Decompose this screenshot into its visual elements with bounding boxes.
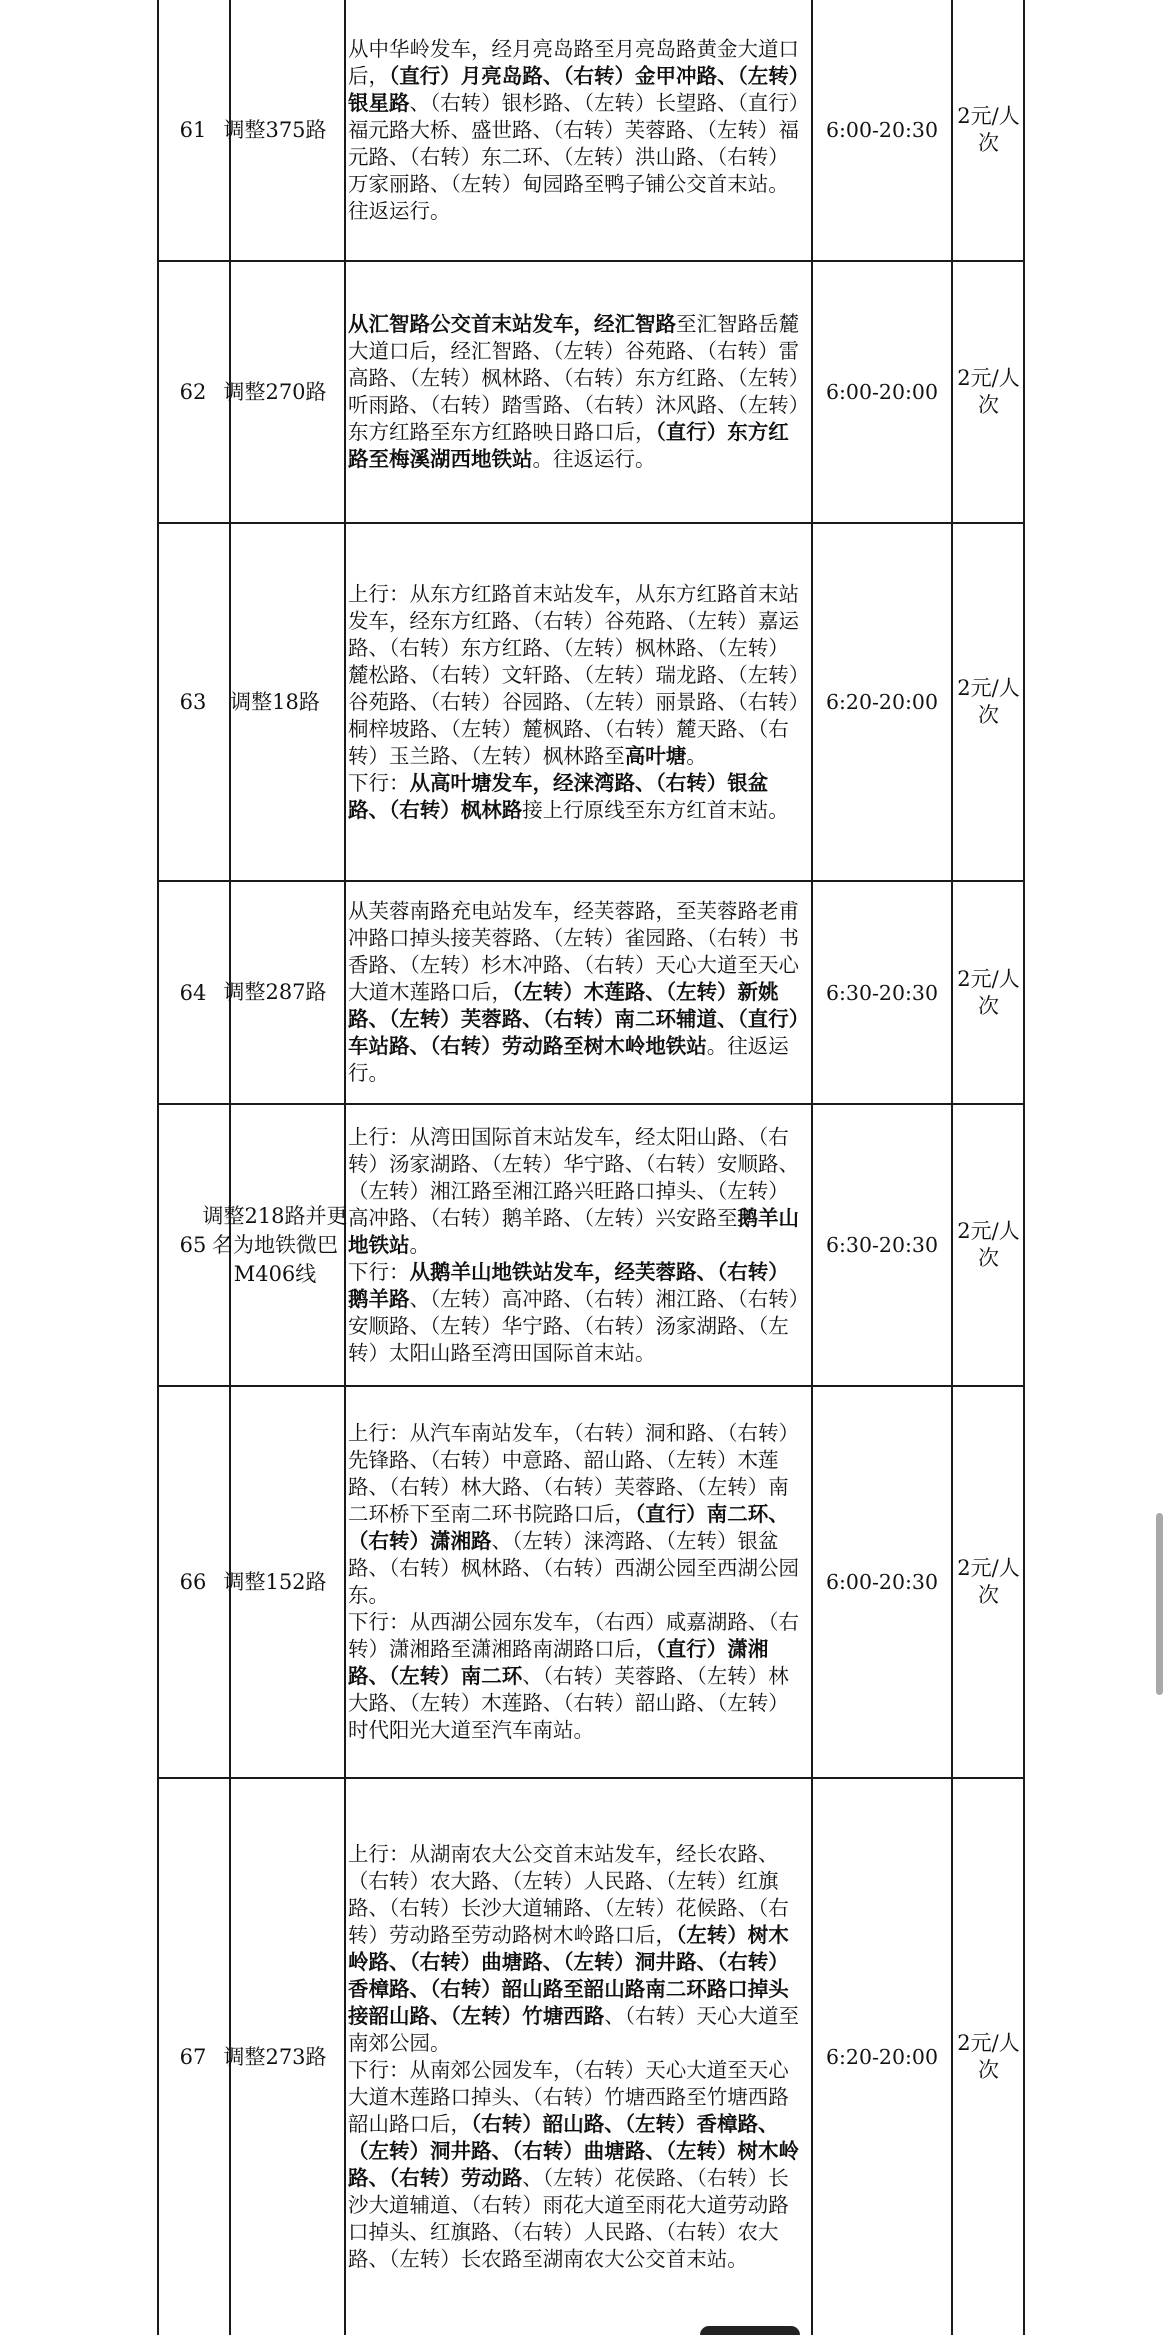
route-description — [346, 1387, 809, 1777]
table-row — [0, 524, 1170, 880]
adjustment-title: 调整287路 — [223, 980, 327, 1004]
fare: 2元/人次 — [957, 676, 1020, 727]
table-row — [0, 1105, 1170, 1385]
row-number: 67 — [179, 2045, 207, 2069]
route-text — [348, 581, 807, 824]
route-text — [348, 36, 807, 225]
route-segment: 下行： — [348, 1259, 410, 1284]
table-row — [0, 882, 1170, 1103]
row-number: 63 — [179, 690, 207, 714]
table-row — [0, 262, 1170, 522]
route-segment: 上行：从湖南农大公交首末站发车，经长农路、（右转）农大路、（左转）人民路、（左转）红旗路、（右转）长沙大道辅路、（左转）花候路、（右转）劳动路至劳动路树木岭路口后， — [348, 1842, 789, 1947]
route-bold-segment: 从鹅羊山地铁站发车，经芙蓉路、（右转）鹅羊路 — [348, 1259, 789, 1311]
home-indicator — [700, 2326, 800, 2335]
route-segment: 。往返运行。 — [532, 447, 656, 471]
route-bold-segment: （直行）月亮岛路、（右转）金甲冲路、（左转）银星路 — [348, 63, 799, 115]
adjustment-title: 调整270路 — [223, 379, 327, 404]
route-segment: 至汇智路岳麓大道口后，经汇智路、（左转）谷苑路、（右转）雷高路、（左转）枫林路、（右转）东方红路、（左转）听雨路、（右转）踏雪路、（右转）沐风路、（左转）东方红路至东方红路映日路口后， — [348, 312, 799, 444]
table-row — [0, 1779, 1170, 2335]
route-segment: 从芙蓉南路充电站发车，经芙蓉路，至芙蓉路老甫冲路口掉头接芙蓉路、（左转）雀园路、（右转）书香路、（左转）杉木冲路、（右转）天心大道至天心大道木莲路口后， — [348, 899, 799, 1004]
route-description — [346, 882, 809, 1103]
row-number: 64 — [179, 980, 207, 1005]
row-number: 65 — [179, 1233, 207, 1257]
fare: 2元/人次 — [957, 2031, 1020, 2082]
route-bold-segment: （右转）韶山路、（左转）香樟路、（左转）洞井路、（右转）曲塘路、（左转）树木岭路、（右转）劳动路 — [348, 2112, 799, 2190]
service-hours: 6:20-20:00 — [825, 2045, 939, 2069]
service-hours: 6:30-20:30 — [825, 980, 939, 1005]
service-hours: 6:00-20:30 — [825, 118, 939, 142]
route-description — [346, 1105, 809, 1385]
adjustment-title: 调整375路 — [223, 117, 327, 142]
fare: 2元/人次 — [957, 1556, 1020, 1607]
route-segment: 。 — [686, 743, 707, 768]
route-bold-segment: （左转）树木岭路、（右转）曲塘路、（左转）洞井路、（右转）香樟路、（右转）韶山路至韶山路南二环路口掉头接韶山路、（左转）竹塘西路 — [348, 1923, 789, 2028]
route-bold-segment: 高叶塘 — [624, 743, 687, 768]
route-segment: 接上行原线至东方红首末站。 — [522, 797, 789, 822]
route-segment: 。往返运行。 — [348, 1034, 789, 1085]
route-segment: 上行：从汽车南站发车，（右转）洞和路、（右转）先锋路、（右转）中意路、韶山路、（左转）木莲路、（右转）林大路、（右转）芙蓉路、（左转）南二环桥下至南二环书院路口后， — [348, 1421, 799, 1526]
adjustment-title: 调整18路 — [230, 689, 320, 714]
fare: 2元/人次 — [957, 366, 1020, 417]
adjustment-title: 调整218路并更名为地铁微巴M406线 — [202, 1203, 348, 1286]
route-segment: 上行：从湾田国际首末站发车，经太阳山路、（右转）汤家湖路、（左转）华宁路、（右转）安顺路、（左转）湘江路至湘江路兴旺路口掉头、（左转）高冲路、（右转）鹅羊路、（左转）兴安路至 — [348, 1124, 799, 1230]
route-segment: 从中华岭发车，经月亮岛路至月亮岛路黄金大道口后， — [348, 36, 799, 88]
route-segment: 上行：从东方红路首末站发车，从东方红路首末站发车，经东方红路、（右转）谷苑路、（左转）嘉运路、（右转）东方红路、（左转）枫林路、（左转）麓松路、（右转）文轩路、（左转）瑞龙路、（左转）谷苑路、（右转）谷园路、（左转）丽景路、（右转）桐梓坡路、（左转）麓枫路、（右转）麓天路、（右转）玉兰路、（左转）枫林路至 — [348, 581, 799, 768]
route-text — [348, 311, 807, 473]
route-segment: 、（右转）银杉路、（左转）长望路、（直行）福元路大桥、盛世路、（右转）芙蓉路、（左转）福元路、（右转）东二环、（左转）洪山路、（右转）万家丽路、（左转）甸园路至鸭子铺公交首末站。往返运行。 — [348, 90, 799, 223]
route-bold-segment: （直行）东方红路至梅溪湖西地铁站 — [348, 420, 789, 471]
route-text — [348, 1124, 807, 1367]
route-segment: 、（左转）高冲路、（右转）湘江路、（右转）安顺路、（左转）华宁路、（右转）汤家湖路、（左转）太阳山路至湾田国际首末站。 — [348, 1286, 799, 1365]
table-row — [0, 1387, 1170, 1777]
route-description — [346, 524, 809, 880]
table-row — [0, 0, 1170, 260]
route-bold-segment: 从汇智路公交首末站发车，经汇智路 — [348, 312, 676, 336]
route-text — [348, 898, 807, 1087]
row-number: 61 — [179, 118, 207, 142]
route-segment: 下行： — [348, 770, 410, 795]
service-hours: 6:00-20:30 — [825, 1570, 939, 1594]
route-text — [348, 1420, 807, 1744]
route-segment: 、（左转）花侯路、（右转）长沙大道辅道、（右转）雨花大道至雨花大道劳动路口掉头、红旗路、（右转）人民路、（右转）农大路、（左转）长农路至湖南农大公交首末站。 — [348, 2166, 789, 2271]
route-segment: 、（左转）涞湾路、（左转）银盆路、（右转）枫林路、（右转）西湖公园至西湖公园东。 — [348, 1529, 799, 1607]
service-hours: 6:20-20:00 — [825, 690, 939, 714]
adjustment-title: 调整152路 — [223, 1569, 327, 1594]
route-description — [346, 0, 809, 260]
row-number: 62 — [179, 380, 207, 404]
route-description — [346, 262, 809, 522]
route-bold-segment: （直行）潇湘路、（左转）南二环 — [348, 1637, 769, 1688]
fare: 2元/人次 — [957, 1219, 1020, 1270]
service-hours: 6:00-20:00 — [825, 380, 939, 404]
route-bold-segment: 鹅羊山地铁站 — [348, 1205, 799, 1257]
scrollbar-thumb[interactable] — [1156, 1513, 1163, 1695]
row-number: 66 — [179, 1570, 207, 1594]
fare: 2元/人次 — [957, 104, 1020, 155]
fare: 2元/人次 — [957, 966, 1020, 1018]
route-segment: 下行：从西湖公园东发车，（右西）咸嘉湖路、（右转）潇湘路至潇湘路南湖路口后， — [348, 1610, 799, 1661]
service-hours: 6:30-20:30 — [825, 1233, 939, 1257]
route-bold-segment: （直行）南二环、（右转）潇湘路 — [348, 1502, 789, 1553]
route-bold-segment: （左转）木莲路、（左转）新姚路、（左转）芙蓉路、（右转）南二环辅道、（直行）车站路、（右转）劳动路至树木岭地铁站 — [348, 980, 799, 1058]
route-segment: 下行：从南郊公园发车，（右转）天心大道至天心大道木莲路口掉头、（右转）竹塘西路至竹塘西路韶山路口后， — [348, 2058, 789, 2136]
route-bold-segment: 从高叶塘发车，经涞湾路、（右转）银盆路、（右转）枫林路 — [348, 770, 769, 822]
route-description — [346, 1779, 809, 2335]
adjustment-title: 调整273路 — [223, 2044, 327, 2069]
route-segment: 、（右转）天心大道至南郊公园。 — [348, 2004, 799, 2055]
route-segment: 。 — [409, 1232, 430, 1257]
route-text — [348, 1841, 807, 2273]
route-segment: 、（右转）芙蓉路、（左转）林大路、（左转）木莲路、（右转）韶山路、（左转）时代阳光大道至汽车南站。 — [348, 1664, 789, 1742]
